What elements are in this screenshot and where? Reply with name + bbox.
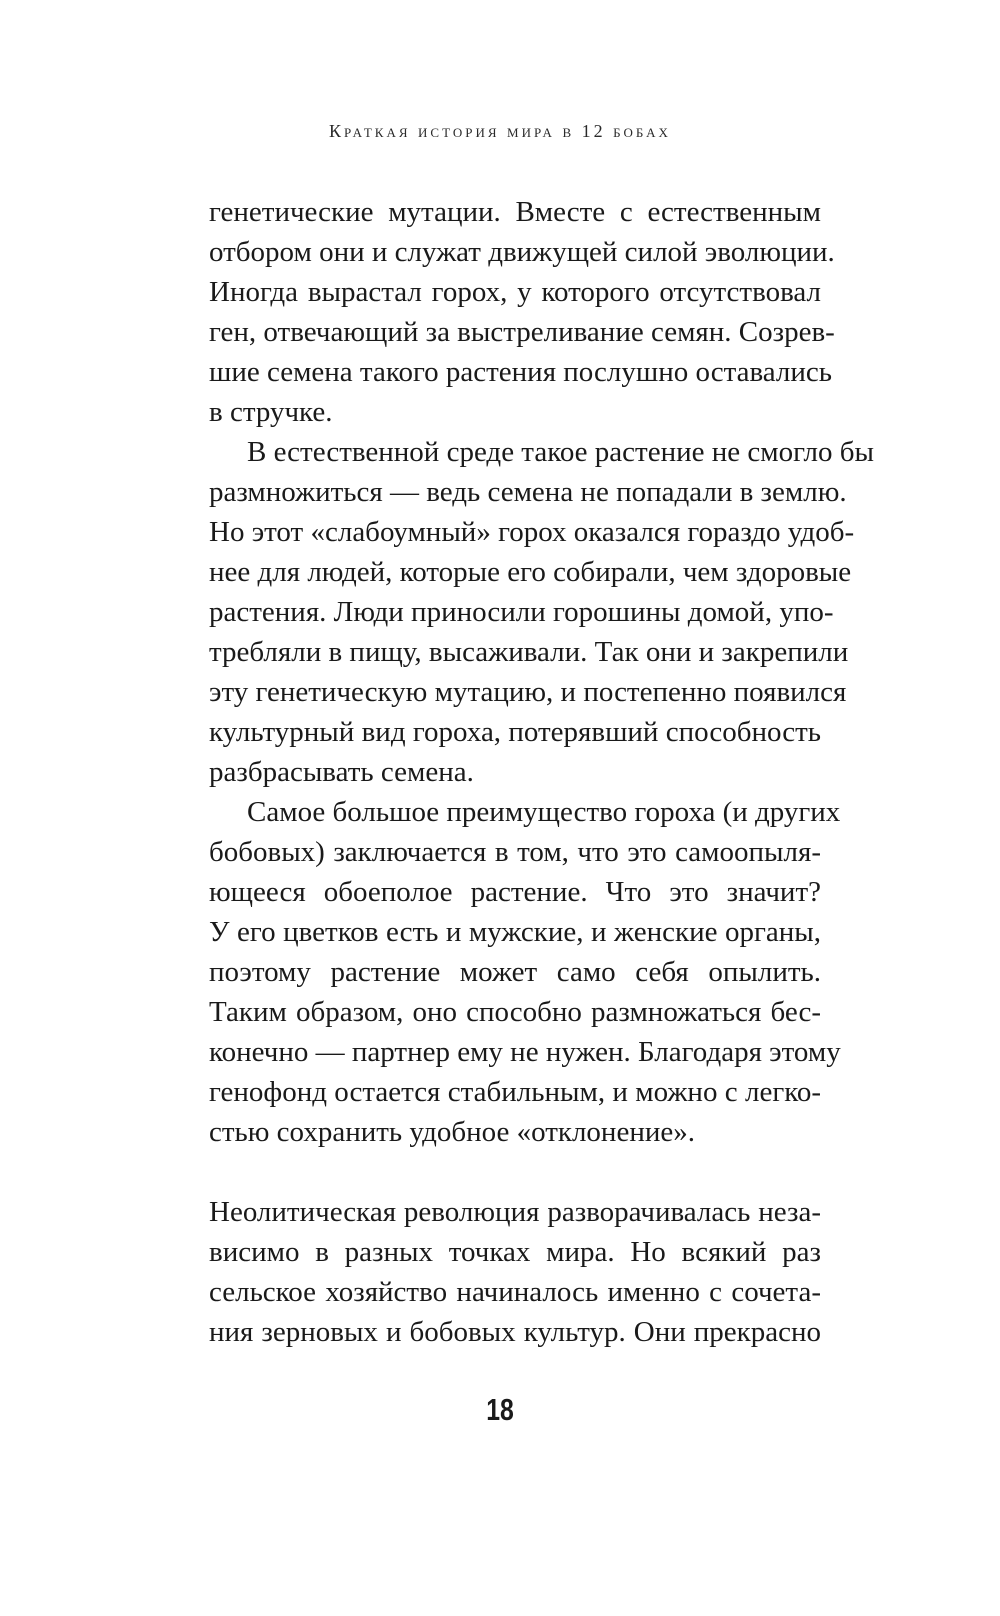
paragraph	[209, 432, 874, 792]
text-line: стью сохранить удобное «отклонение».	[209, 1116, 695, 1148]
text-line: Но этот «слабоумный» горох оказался гораздо удоб-	[209, 516, 855, 548]
text-line: ген, отвечающий за выстреливание семян. Созрев-	[209, 316, 835, 348]
text-line: шие семена такого растения послушно оставались	[209, 356, 832, 388]
paragraph	[209, 192, 835, 432]
text-line: В естественной среде такое растение не смогло бы	[247, 436, 874, 468]
text-line: разбрасывать семена.	[209, 756, 474, 788]
text-line: размножиться — ведь семена не попадали в землю.	[209, 476, 847, 508]
text-line: У его цветков есть и мужские, и женские органы,	[209, 916, 821, 948]
text-line: Неолитическая революция разворачивалась неза-	[209, 1196, 821, 1228]
text-line: поэтому растение может само себя опылить.	[209, 956, 821, 988]
text-line: Самое большое преимущество гороха (и других	[247, 796, 841, 828]
text-line: требляли в пищу, высаживали. Так они и закрепили	[209, 636, 849, 668]
text-line: генетические мутации. Вместе с естественным	[209, 196, 821, 228]
body-text	[209, 192, 874, 1352]
paragraph	[209, 792, 841, 1152]
text-line: сельское хозяйство начиналось именно с сочета-	[209, 1276, 821, 1308]
page-number: 18	[486, 1392, 514, 1427]
text-line: культурный вид гороха, потерявший способность	[209, 716, 821, 748]
text-line: нее для людей, которые его собирали, чем здоровые	[209, 556, 852, 588]
text-line: ющееся обоеполое растение. Что это значит?	[209, 876, 821, 908]
text-line: ния зерновых и бобовых культур. Они прекрасно	[209, 1316, 821, 1348]
text-line: висимо в разных точках мира. Но всякий раз	[209, 1236, 821, 1268]
text-line: отбором они и служат движущей силой эволюции.	[209, 236, 835, 268]
running-head: Краткая история мира в 12 бобах	[329, 121, 671, 141]
text-line: генофонд остается стабильным, и можно с легко-	[209, 1076, 821, 1108]
text-line: эту генетическую мутацию, и постепенно появился	[209, 676, 847, 708]
text-line: конечно — партнер ему не нужен. Благодаря этому	[209, 1036, 841, 1068]
text-line: бобовых) заключается в том, что это самоопыля-	[209, 836, 821, 868]
text-line: в стручке.	[209, 396, 333, 428]
text-line: растения. Люди приносили горошины домой, упо-	[209, 596, 834, 628]
paragraph	[209, 1192, 821, 1352]
text-line: Таким образом, оно способно размножаться бес-	[209, 996, 821, 1028]
text-line: Иногда вырастал горох, у которого отсутствовал	[209, 276, 821, 308]
